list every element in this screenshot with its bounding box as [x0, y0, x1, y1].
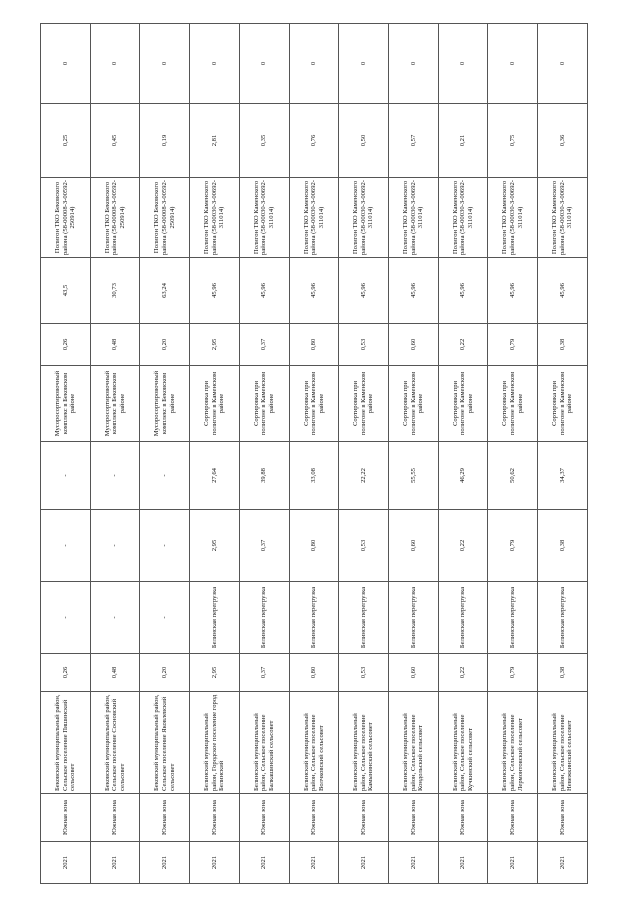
to-disposal-cell: 0,53	[339, 324, 389, 366]
sort-share-cell: -	[90, 442, 140, 510]
year-cell: 2021	[339, 842, 389, 884]
to-disposal-cell: 0,20	[140, 324, 190, 366]
sorting-site-cell: Сортировка при полигоне в Каменском районе	[239, 366, 289, 442]
disposal-cell: 0	[389, 24, 439, 104]
landfill-volume-cell: 0,76	[289, 104, 339, 178]
sort-share-cell: 55,55	[389, 442, 439, 510]
zone-cell: Южная зона	[289, 794, 339, 842]
sort-share-cell: 46,29	[438, 442, 488, 510]
sorting-site-cell: Мусоросортировочный комплекс в Бековском районе	[140, 366, 190, 442]
transfer-volume-cell: -	[90, 510, 140, 582]
municipality-cell: Белинский муниципальный район, Сельское поселение Лермонтовский сельсовет	[488, 692, 538, 794]
volume-cell: 0,48	[90, 654, 140, 692]
sorting-site-cell: Сортировка при полигоне в Каменском районе	[538, 366, 588, 442]
rotated-table-frame	[40, 24, 588, 884]
year-cell: 2021	[488, 842, 538, 884]
municipality-cell: Белинский муниципальный район, Сельское поселение Балкашинский сельсовет	[239, 692, 289, 794]
table-row	[90, 24, 140, 884]
year-cell: 2021	[438, 842, 488, 884]
landfill-cell: Полигон ТКО Бековского района (58-00008-З-00592-250914)	[41, 178, 91, 258]
year-cell: 2021	[289, 842, 339, 884]
sort-percent-cell: 45,96	[488, 258, 538, 324]
municipality-cell: Белинский муниципальный район, Сельское поселение Камынинский сельсовет	[339, 692, 389, 794]
transfer-volume-cell: 0,53	[339, 510, 389, 582]
sort-percent-cell: 63,24	[140, 258, 190, 324]
municipality-cell: Бековский муниципальный район, Сельское поселение Пяшинский сельсовет	[41, 692, 91, 794]
table-row	[389, 24, 439, 884]
transfer-station-cell: Белинская перегрузка	[289, 582, 339, 654]
sorting-site-cell: Сортировка при полигоне в Каменском районе	[488, 366, 538, 442]
municipality-cell: Белинский муниципальный район, Сельское поселение Невежкинский сельсовет	[538, 692, 588, 794]
sort-percent-cell: 45,96	[339, 258, 389, 324]
table-row	[239, 24, 289, 884]
sort-share-cell: 50,62	[488, 442, 538, 510]
transfer-station-cell: -	[140, 582, 190, 654]
volume-cell: 0,37	[239, 654, 289, 692]
to-disposal-cell: 0,60	[389, 324, 439, 366]
waste-flow-table	[40, 23, 588, 884]
landfill-volume-cell: 0,50	[339, 104, 389, 178]
table-body	[41, 24, 588, 884]
table-row	[289, 24, 339, 884]
volume-cell: 0,22	[438, 654, 488, 692]
table-row	[538, 24, 588, 884]
sort-percent-cell: 43,5	[41, 258, 91, 324]
transfer-station-cell: Белинская перегрузка	[389, 582, 439, 654]
sort-percent-cell: 45,96	[239, 258, 289, 324]
transfer-station-cell: Белинская перегрузка	[438, 582, 488, 654]
landfill-cell: Полигон ТКО Каменского района (58-00030-З-00692-311014)	[239, 178, 289, 258]
disposal-cell: 0	[538, 24, 588, 104]
landfill-cell: Полигон ТКО Каменского района (58-00030-З-00692-311014)	[389, 178, 439, 258]
landfill-cell: Полигон ТКО Каменского района (58-00030-З-00692-311014)	[339, 178, 389, 258]
landfill-volume-cell: 0,57	[389, 104, 439, 178]
table-row	[140, 24, 190, 884]
zone-cell: Южная зона	[438, 794, 488, 842]
zone-cell: Южная зона	[140, 794, 190, 842]
volume-cell: 0,79	[488, 654, 538, 692]
zone-cell: Южная зона	[538, 794, 588, 842]
landfill-volume-cell: 0,35	[239, 104, 289, 178]
table-row	[488, 24, 538, 884]
volume-cell: 0,53	[339, 654, 389, 692]
to-disposal-cell: 0,38	[538, 324, 588, 366]
zone-cell: Южная зона	[41, 794, 91, 842]
disposal-cell: 0	[438, 24, 488, 104]
sorting-site-cell: Сортировка при полигоне в Каменском районе	[438, 366, 488, 442]
table-row	[339, 24, 389, 884]
landfill-cell: Полигон ТКО Каменского района (58-00030-З-00692-311014)	[190, 178, 240, 258]
landfill-cell: Полигон ТКО Каменского района (58-00030-З-00692-311014)	[488, 178, 538, 258]
volume-cell: 2,95	[190, 654, 240, 692]
transfer-station-cell: Белинская перегрузка	[239, 582, 289, 654]
landfill-cell: Полигон ТКО Каменского района (58-00030-З-00692-311014)	[538, 178, 588, 258]
transfer-station-cell: Белинская перегрузка	[538, 582, 588, 654]
landfill-volume-cell: 0,25	[41, 104, 91, 178]
sort-share-cell: 33,08	[289, 442, 339, 510]
sorting-site-cell: Мусоросортировочный комплекс в Бековском районе	[41, 366, 91, 442]
disposal-cell: 0	[41, 24, 91, 104]
landfill-volume-cell: 0,36	[538, 104, 588, 178]
disposal-cell: 0	[190, 24, 240, 104]
landfill-cell: Полигон ТКО Бековского района (58-00008-З-00592-250914)	[90, 178, 140, 258]
sort-percent-cell: 45,96	[190, 258, 240, 324]
sort-share-cell: 34,37	[538, 442, 588, 510]
sorting-site-cell: Сортировка при полигоне в Каменском районе	[190, 366, 240, 442]
zone-cell: Южная зона	[190, 794, 240, 842]
sort-percent-cell: 45,96	[538, 258, 588, 324]
transfer-volume-cell: 2,95	[190, 510, 240, 582]
disposal-cell: 0	[140, 24, 190, 104]
volume-cell: 0,38	[538, 654, 588, 692]
to-disposal-cell: 2,95	[190, 324, 240, 366]
sort-percent-cell: 30,73	[90, 258, 140, 324]
landfill-volume-cell: 0,19	[140, 104, 190, 178]
sort-share-cell: 22,22	[339, 442, 389, 510]
municipality-cell: Белинский муниципальный район, Сельское поселение Кондольский сельсовет	[389, 692, 439, 794]
sorting-site-cell: Сортировка при полигоне в Каменском районе	[289, 366, 339, 442]
to-disposal-cell: 0,22	[438, 324, 488, 366]
transfer-volume-cell: -	[41, 510, 91, 582]
year-cell: 2021	[140, 842, 190, 884]
table-row	[190, 24, 240, 884]
year-cell: 2021	[41, 842, 91, 884]
transfer-volume-cell: 0,80	[289, 510, 339, 582]
to-disposal-cell: 0,37	[239, 324, 289, 366]
landfill-cell: Полигон ТКО Бековского района (58-00008-З-00592-250914)	[140, 178, 190, 258]
disposal-cell: 0	[289, 24, 339, 104]
year-cell: 2021	[90, 842, 140, 884]
zone-cell: Южная зона	[239, 794, 289, 842]
disposal-cell: 0	[488, 24, 538, 104]
volume-cell: 0,60	[389, 654, 439, 692]
zone-cell: Южная зона	[339, 794, 389, 842]
sorting-site-cell: Сортировка при полигоне в Каменском районе	[339, 366, 389, 442]
sort-share-cell: -	[41, 442, 91, 510]
disposal-cell: 0	[339, 24, 389, 104]
municipality-cell: Белинский муниципальный район, Городское поселение город Белинский	[190, 692, 240, 794]
landfill-volume-cell: 0,45	[90, 104, 140, 178]
transfer-volume-cell: 0,22	[438, 510, 488, 582]
to-disposal-cell: 0,80	[289, 324, 339, 366]
sorting-site-cell: Мусоросортировочный комплекс в Бековском районе	[90, 366, 140, 442]
to-disposal-cell: 0,48	[90, 324, 140, 366]
sort-share-cell: -	[140, 442, 190, 510]
sort-percent-cell: 45,96	[389, 258, 439, 324]
zone-cell: Южная зона	[90, 794, 140, 842]
disposal-cell: 0	[90, 24, 140, 104]
sort-percent-cell: 45,96	[438, 258, 488, 324]
sort-share-cell: 27,64	[190, 442, 240, 510]
transfer-volume-cell: 0,60	[389, 510, 439, 582]
year-cell: 2021	[190, 842, 240, 884]
zone-cell: Южная зона	[389, 794, 439, 842]
year-cell: 2021	[389, 842, 439, 884]
to-disposal-cell: 0,26	[41, 324, 91, 366]
sort-share-cell: 39,88	[239, 442, 289, 510]
volume-cell: 0,80	[289, 654, 339, 692]
table-row	[438, 24, 488, 884]
transfer-station-cell: Белинская перегрузка	[339, 582, 389, 654]
transfer-station-cell: Белинская перегрузка	[488, 582, 538, 654]
landfill-cell: Полигон ТКО Каменского района (58-00030-З-00692-311014)	[289, 178, 339, 258]
landfill-volume-cell: 0,75	[488, 104, 538, 178]
table-row	[41, 24, 91, 884]
transfer-volume-cell: 0,37	[239, 510, 289, 582]
year-cell: 2021	[538, 842, 588, 884]
municipality-cell: Белинский муниципальный район, Сельское поселение Волчковский сельсовет	[289, 692, 339, 794]
municipality-cell: Бековский муниципальный район, Сельское поселение Сосновский сельсовет	[90, 692, 140, 794]
transfer-station-cell: -	[90, 582, 140, 654]
sort-percent-cell: 45,96	[289, 258, 339, 324]
municipality-cell: Белинский муниципальный район, Сельское поселение Кучкинский сельсовет	[438, 692, 488, 794]
transfer-volume-cell: -	[140, 510, 190, 582]
volume-cell: 0,26	[41, 654, 91, 692]
disposal-cell: 0	[239, 24, 289, 104]
transfer-station-cell: Белинская перегрузка	[190, 582, 240, 654]
sorting-site-cell: Сортировка при полигоне в Каменском районе	[389, 366, 439, 442]
landfill-volume-cell: 2,81	[190, 104, 240, 178]
volume-cell: 0,20	[140, 654, 190, 692]
to-disposal-cell: 0,79	[488, 324, 538, 366]
transfer-station-cell: -	[41, 582, 91, 654]
year-cell: 2021	[239, 842, 289, 884]
table-rotation-container	[40, 24, 588, 884]
municipality-cell: Бековский муниципальный район, Сельское поселение Яковлевский сельсовет	[140, 692, 190, 794]
landfill-volume-cell: 0,21	[438, 104, 488, 178]
transfer-volume-cell: 0,38	[538, 510, 588, 582]
zone-cell: Южная зона	[488, 794, 538, 842]
landfill-cell: Полигон ТКО Каменского района (58-00030-З-00692-311014)	[438, 178, 488, 258]
transfer-volume-cell: 0,79	[488, 510, 538, 582]
